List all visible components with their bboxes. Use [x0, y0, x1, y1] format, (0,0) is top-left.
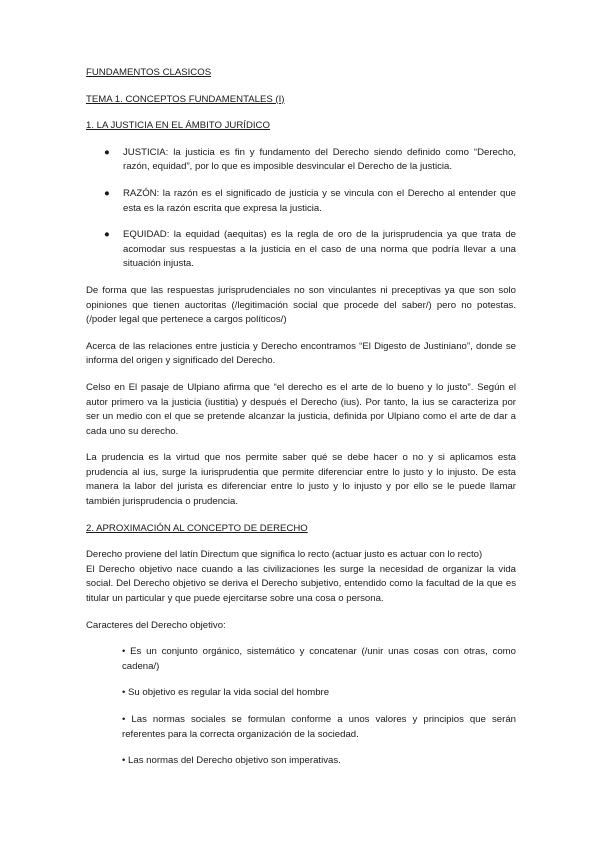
paragraph-directum: Derecho proviene del latín Directum que significa lo recto (actuar justo es actuar con lo recto): [86, 549, 483, 561]
caracteres-label: Caracteres del Derecho objetivo:: [86, 619, 226, 631]
bullet-equidad: [86, 228, 516, 272]
bullet-text: JUSTICIA: la justicia es fin y fundamento del Derecho siendo definido como “Derecho, razón, equidad”, por lo que es imposible desvincular el Derecho de la justicia.: [123, 146, 516, 173]
caracter-item: • Las normas sociales se formulan conforme a unos valores y principios que serán referentes para la correcta organización de la sociedad.: [122, 714, 516, 740]
bullet-dot: ●: [104, 146, 110, 158]
bullet-justicia: [86, 146, 516, 175]
paragraph-digesto: Acerca de las relaciones entre justicia y Derecho encontramos “El Digesto de Justiniano”, donde se informa del origen y significado del Derecho.: [86, 340, 516, 367]
paragraph-prudencia: La prudencia es la virtud que nos permite saber qué se debe hacer o no y si aplicamos esta prudencia al ius, surge la iurisprudentia que permite diferenciar entre lo justo y lo injusto. De esta manera la labor del jurista es diferenciar entre lo justo y lo injusto y por ello se le puede llamar también jurisprudencia o prudencia.: [86, 452, 516, 508]
paragraph-celso: Celso en El pasaje de Ulpiano afirma que “el derecho es el arte de lo bueno y lo justo”. Según el autor primero va la justicia (iustitia) y después el Derecho (ius). Por tanto, la ius se caracteriza por ser un medio con el que se pretende alcanzar la justicia, definida por Ulpiano como el arte de dar a cada uno su derecho.: [86, 381, 516, 437]
document-title: FUNDAMENTOS CLASICOS: [86, 67, 212, 78]
bullet-text: EQUIDAD: la equidad (aequitas) es la regla de oro de la jurisprudencia ya que trata de acomodar sus respuestas a la justicia en el caso de una norma que podría llevar a una situación injusta.: [123, 229, 516, 270]
caracter-item: • Es un conjunto orgánico, sistemático y concatenar (/unir unas cosas con otras, como cadena/): [122, 646, 516, 672]
caracter-item: • Su objetivo es regular la vida social del hombre: [122, 687, 330, 699]
bullet-razon: [86, 187, 516, 216]
tema-title: TEMA 1. CONCEPTOS FUNDAMENTALES (I): [86, 93, 285, 105]
caracter-item: • Las normas del Derecho objetivo son imperativas.: [122, 755, 341, 767]
document-body: [86, 66, 516, 781]
section-1-heading: 1. LA JUSTICIA EN EL ÁMBITO JURÍDICO: [86, 120, 270, 132]
bullet-text: RAZÓN: la razón es el significado de justicia y se vincula con el Derecho al entender que esta es la razón escrita que expresa la justicia.: [123, 187, 516, 214]
paragraph-derecho-objetivo: El Derecho objetivo nace cuando a las civilizaciones les surge la necesidad de organizar la vida social. Del Derecho objetivo se deriva el Derecho subjetivo, entendido como la facultad de la que es titular un particular y que puede ejercitarse sobre una cosa o persona.: [86, 563, 516, 605]
paragraph-respuestas: De forma que las respuestas jurisprudenciales no son vinculantes ni preceptivas ya que son solo opiniones que tienen auctoritas (/legitimación social que procede del saber/) pero no potestas. (/poder legal que pertenece a cargos políticos/): [86, 284, 516, 326]
bullet-dot: ●: [104, 229, 110, 241]
section-2-heading: 2. APROXIMACIÓN AL CONCEPTO DE DERECHO: [86, 522, 308, 534]
bullet-dot: ●: [104, 187, 110, 199]
